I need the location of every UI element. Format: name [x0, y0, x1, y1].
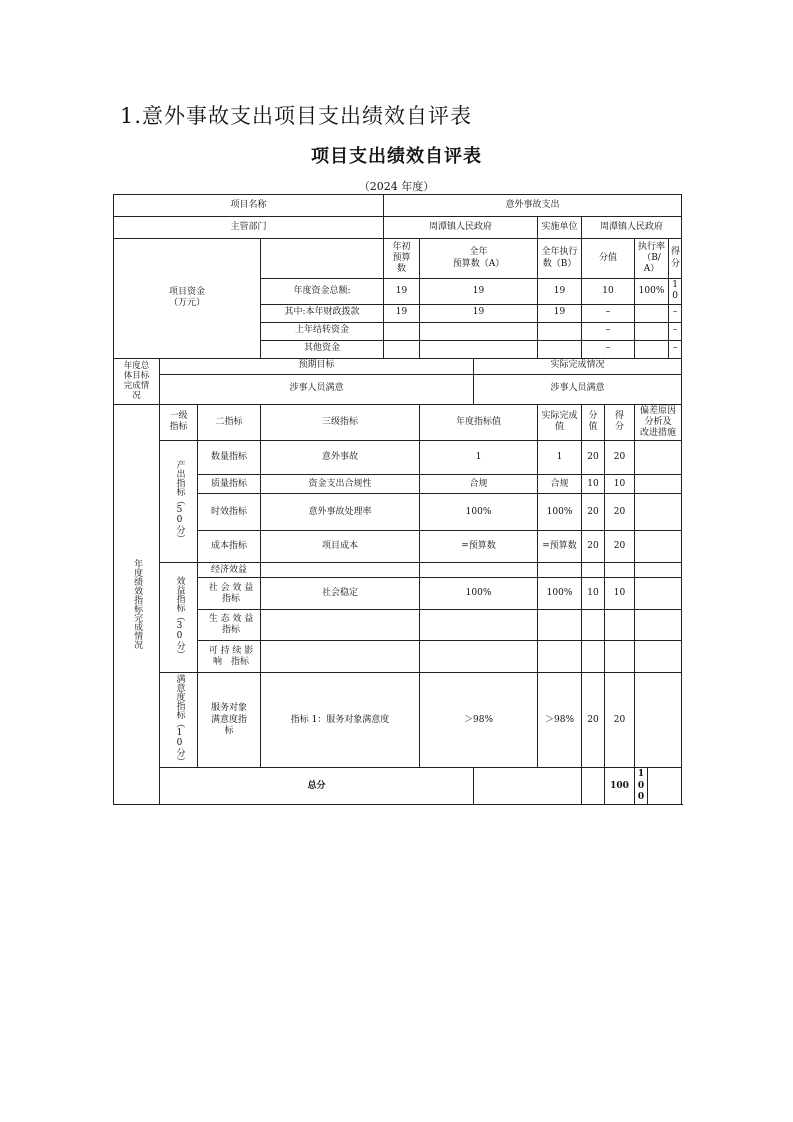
got-cell: 20 — [605, 673, 635, 768]
funds-got: – — [669, 322, 682, 340]
deviation-cell — [635, 578, 682, 610]
funds-row-label: 其他资金 — [261, 340, 384, 358]
funds-annual: 19 — [420, 279, 538, 305]
funds-score: – — [582, 322, 635, 340]
funds-executed: 19 — [538, 304, 582, 322]
level3-header: 三级指标 — [261, 404, 420, 441]
total-score: 100 — [605, 768, 635, 805]
funds-rate — [635, 322, 669, 340]
score-cell: 20 — [582, 673, 605, 768]
deviation-cell — [635, 494, 682, 531]
unit-label: 实施单位 — [538, 217, 582, 239]
score-cell: 10 — [582, 475, 605, 494]
goal-expected: 涉事人员满意 — [160, 374, 474, 404]
actual-header: 实际完成 值 — [538, 404, 582, 441]
target-cell — [420, 610, 538, 641]
level3-cell: 社会稳定 — [261, 578, 420, 610]
got-header: 得 分 — [605, 404, 635, 441]
total-row — [114, 768, 682, 805]
actual-cell: 1 — [538, 441, 582, 475]
deviation-header: 偏差原因分析及 改进措施 — [635, 404, 682, 441]
got-cell: 10 — [605, 578, 635, 610]
target-cell — [420, 641, 538, 673]
score-cell — [582, 641, 605, 673]
level2-cell: 时效指标 — [198, 494, 261, 531]
funds-got: – — [669, 304, 682, 322]
score-cell: 10 — [582, 578, 605, 610]
level3-cell — [261, 641, 420, 673]
department-row — [114, 217, 682, 239]
target-cell: =预算数 — [420, 531, 538, 563]
level2-cell: 质量指标 — [198, 475, 261, 494]
output-group-label: 产出指标（50分） — [160, 441, 198, 563]
goal-actual: 涉事人员满意 — [474, 374, 682, 404]
funds-row-label: 年度资金总额: — [261, 279, 384, 305]
level2-header: 二指标 — [198, 404, 261, 441]
funds-rate — [635, 340, 669, 358]
target-cell: 合规 — [420, 475, 538, 494]
indicator-side-label: 年度绩效指标完成情况 — [114, 404, 160, 805]
deviation-cell — [635, 610, 682, 641]
funds-initial-header: 年初 预算 数 — [384, 239, 420, 279]
indicator-row — [114, 641, 682, 673]
level3-cell: 意外事故 — [261, 441, 420, 475]
level2-cell: 数量指标 — [198, 441, 261, 475]
funds-score-header: 分值 — [582, 239, 635, 279]
funds-rate — [635, 304, 669, 322]
goal-expected-header: 预期目标 — [160, 358, 474, 374]
funds-header-row — [114, 239, 682, 279]
got-cell: 10 — [605, 475, 635, 494]
indicator-row — [114, 494, 682, 531]
score-header: 分 值 — [582, 404, 605, 441]
got-cell: 20 — [605, 531, 635, 563]
goal-content-row — [114, 374, 682, 404]
indicator-row — [114, 563, 682, 578]
level3-cell — [261, 563, 420, 578]
actual-cell: 100% — [538, 578, 582, 610]
target-cell — [420, 563, 538, 578]
funds-rate-header: 执行率 （B/A） — [635, 239, 669, 279]
actual-cell — [538, 563, 582, 578]
project-name-value: 意外事故支出 — [384, 195, 682, 217]
evaluation-table — [113, 194, 682, 805]
got-cell — [605, 641, 635, 673]
funds-score: – — [582, 340, 635, 358]
target-cell: 1 — [420, 441, 538, 475]
benefit-group-label: 效益指标（30分） — [160, 563, 198, 673]
target-header: 年度指标值 — [420, 404, 538, 441]
actual-cell — [538, 610, 582, 641]
level3-cell: 指标 1：服务对象满意度 — [261, 673, 420, 768]
level3-cell — [261, 610, 420, 641]
funds-row-label: 上年结转资金 — [261, 322, 384, 340]
deviation-cell — [635, 563, 682, 578]
actual-cell: 100% — [538, 494, 582, 531]
got-cell: 20 — [605, 494, 635, 531]
funds-executed: 19 — [538, 279, 582, 305]
actual-cell — [538, 641, 582, 673]
deviation-cell — [635, 475, 682, 494]
indicator-row — [114, 531, 682, 563]
funds-score: 10 — [582, 279, 635, 305]
goal-header-row — [114, 358, 682, 374]
funds-annual — [420, 340, 538, 358]
level3-cell: 资金支出合规性 — [261, 475, 420, 494]
funds-rate: 100% — [635, 279, 669, 305]
funds-executed-header: 全年执行 数（B） — [538, 239, 582, 279]
funds-annual — [420, 322, 538, 340]
score-cell: 20 — [582, 494, 605, 531]
unit-value: 周潭镇人民政府 — [582, 217, 682, 239]
document-heading: 1.意外事故支出项目支出绩效自评表 — [120, 104, 473, 128]
target-cell: ＞98% — [420, 673, 538, 768]
funds-annual-header: 全年 预算数（A） — [420, 239, 538, 279]
department-value: 周潭镇人民政府 — [384, 217, 538, 239]
funds-got: 10 — [669, 279, 682, 305]
table-title: 项目支出绩效自评表 — [311, 146, 482, 167]
total-got: 100 — [635, 768, 648, 805]
got-cell — [605, 610, 635, 641]
funds-label: 项目资金 （万元） — [114, 239, 261, 359]
funds-initial — [384, 322, 420, 340]
deviation-cell — [635, 441, 682, 475]
score-cell: 20 — [582, 531, 605, 563]
level2-cell: 服务对象 满意度指 标 — [198, 673, 261, 768]
funds-initial: 19 — [384, 279, 420, 305]
score-cell — [582, 563, 605, 578]
funds-row-label: 其中:本年财政拨款 — [261, 304, 384, 322]
project-name-label: 项目名称 — [114, 195, 384, 217]
level3-cell: 意外事故处理率 — [261, 494, 420, 531]
indicator-row — [114, 441, 682, 475]
level3-cell: 项目成本 — [261, 531, 420, 563]
deviation-cell — [635, 673, 682, 768]
project-name-row — [114, 195, 682, 217]
level2-cell: 经济效益 — [198, 563, 261, 578]
indicator-header-row — [114, 404, 682, 441]
indicator-row — [114, 610, 682, 641]
funds-got: – — [669, 340, 682, 358]
score-cell — [582, 610, 605, 641]
table-year: （2024 年度） — [358, 180, 435, 193]
actual-cell: =预算数 — [538, 531, 582, 563]
target-cell: 100% — [420, 494, 538, 531]
deviation-cell — [635, 641, 682, 673]
actual-cell: ＞98% — [538, 673, 582, 768]
funds-executed — [538, 340, 582, 358]
funds-annual: 19 — [420, 304, 538, 322]
level2-cell: 成本指标 — [198, 531, 261, 563]
goal-label: 年度总 体目标 完成情 况 — [114, 358, 160, 404]
funds-executed — [538, 322, 582, 340]
goal-actual-header: 实际完成情况 — [474, 358, 682, 374]
total-label: 总分 — [160, 768, 474, 805]
level2-cell: 生 态 效 益 指标 — [198, 610, 261, 641]
department-label: 主管部门 — [114, 217, 384, 239]
got-cell: 20 — [605, 441, 635, 475]
target-cell: 100% — [420, 578, 538, 610]
funds-initial: 19 — [384, 304, 420, 322]
deviation-cell — [635, 531, 682, 563]
level2-cell: 可 持 续 影 响 指标 — [198, 641, 261, 673]
indicator-row — [114, 578, 682, 610]
actual-cell: 合规 — [538, 475, 582, 494]
level2-cell: 社 会 效 益 指标 — [198, 578, 261, 610]
indicator-row — [114, 475, 682, 494]
got-cell — [605, 563, 635, 578]
satisfaction-group-label: 满意度指标（10分） — [160, 673, 198, 768]
indicator-row — [114, 673, 682, 768]
funds-initial — [384, 340, 420, 358]
score-cell: 20 — [582, 441, 605, 475]
level1-header: 一级 指标 — [160, 404, 198, 441]
funds-got-header: 得分 — [669, 239, 682, 279]
funds-score: – — [582, 304, 635, 322]
